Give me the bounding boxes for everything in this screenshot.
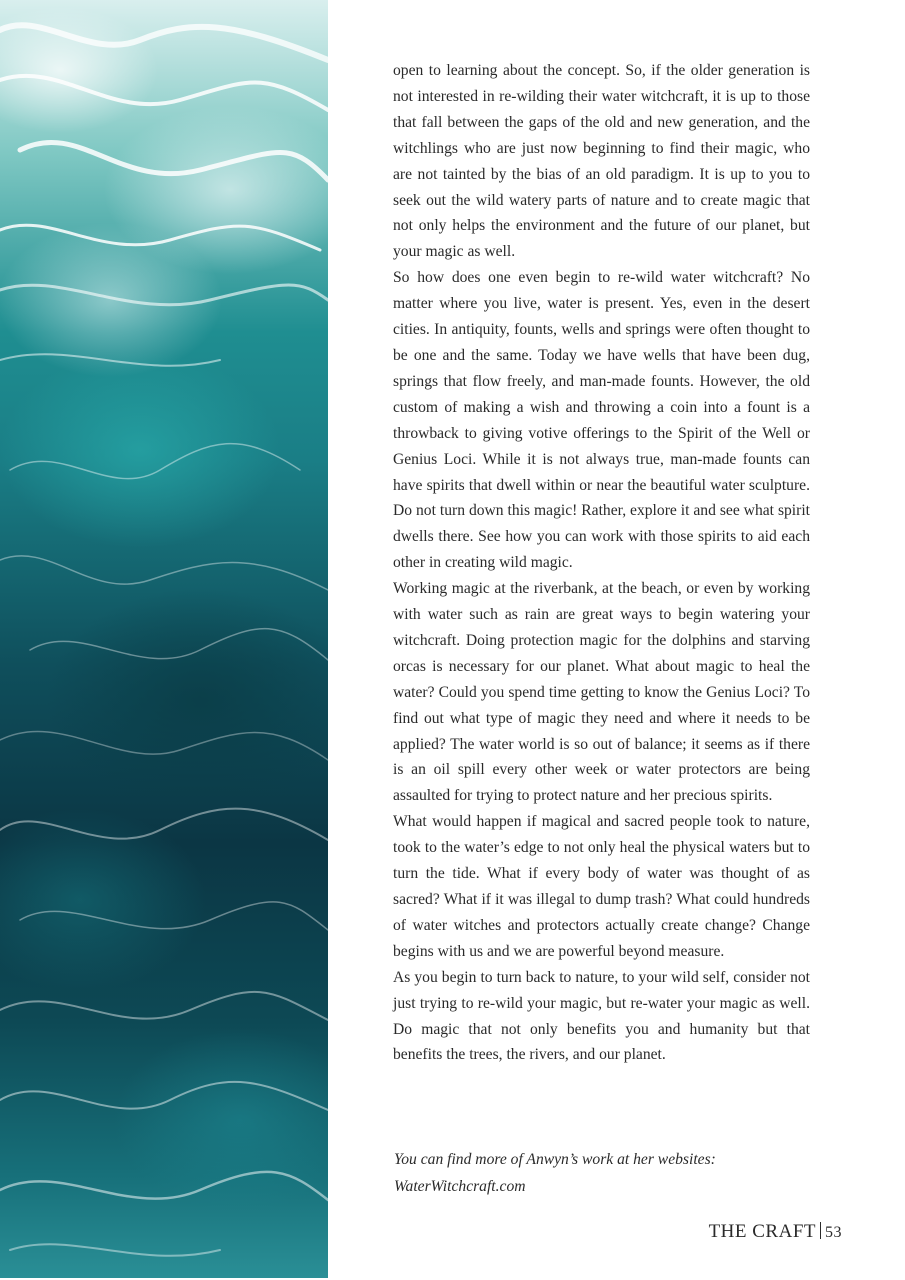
website-link[interactable]: WaterWitchcraft.com [394, 1178, 526, 1195]
credits-line: You can find more of Anwyn’s work at her websites: [394, 1151, 716, 1168]
ocean-photo [0, 0, 328, 1278]
body-paragraph-4: What would happen if magical and sacred people took to nature, took to the water’s edge to not only heal the physical waters but to turn the tide. What if every body of water was thought of as sacred? What if it was illegal to dump trash? What could hundreds of water witches and protectors actually create change? Change begins with us and we are powerful beyond measure. [393, 813, 810, 960]
wave-foam-icon [0, 0, 328, 1278]
publication-name: THE CRAFT [708, 1221, 816, 1242]
article-body [393, 58, 810, 1068]
page-footer [709, 1221, 842, 1243]
page-number: 53 [825, 1224, 842, 1241]
footer-divider [820, 1222, 821, 1239]
body-paragraph-5: As you begin to turn back to nature, to your wild self, consider not just trying to re-wild your magic, but re-water your magic as well. Do magic that not only benefits you and humanity but that benefits the trees, the rivers, and our planet. [393, 968, 810, 1064]
body-paragraph-2: So how does one even begin to re-wild water witchcraft? No matter where you live, water is present. Yes, even in the desert cities. In antiquity, founts, wells and springs were often thought to be one and the same. Today we have wells that have been dug, springs that flow freely, and man-made founts. However, the old custom of making a wish and throwing a coin into a fount is a throwback to giving votive offerings to the Spirit of the Well or Genius Loci. While it is not always true, man-made founts can have spirits that dwell within or near the beautiful water sculpture. Do not turn down this magic! Rather, explore it and see what spirit dwells there. See how you can work with those spirits to aid each other in creating wild magic. [393, 269, 810, 572]
body-paragraph-3: Working magic at the riverbank, at the beach, or even by working with water such as rain are great ways to begin watering your witchcraft. Doing protection magic for the dolphins and starving orcas is necessary for our planet. What about magic to heal the water? Could you spend time getting to know the Genius Loci? To find out what type of magic they need and where it needs to be applied? The water world is so out of balance; it seems as if there is an oil spill every other week or water protectors are being assaulted for trying to protect nature and her precious spirits. [393, 580, 810, 805]
body-paragraph-1: open to learning about the concept. So, if the older generation is not interested in re-wilding their water witchcraft, it is up to those that fall between the gaps of the old and new generation, and the witchlings who are just now beginning to find their magic, who are not tainted by the bias of an old paradigm. It is up to you to seek out the wild watery parts of nature and to create magic that not only helps the environment and the future of our planet, but your magic as well. [393, 62, 810, 261]
author-credits [394, 1146, 814, 1200]
